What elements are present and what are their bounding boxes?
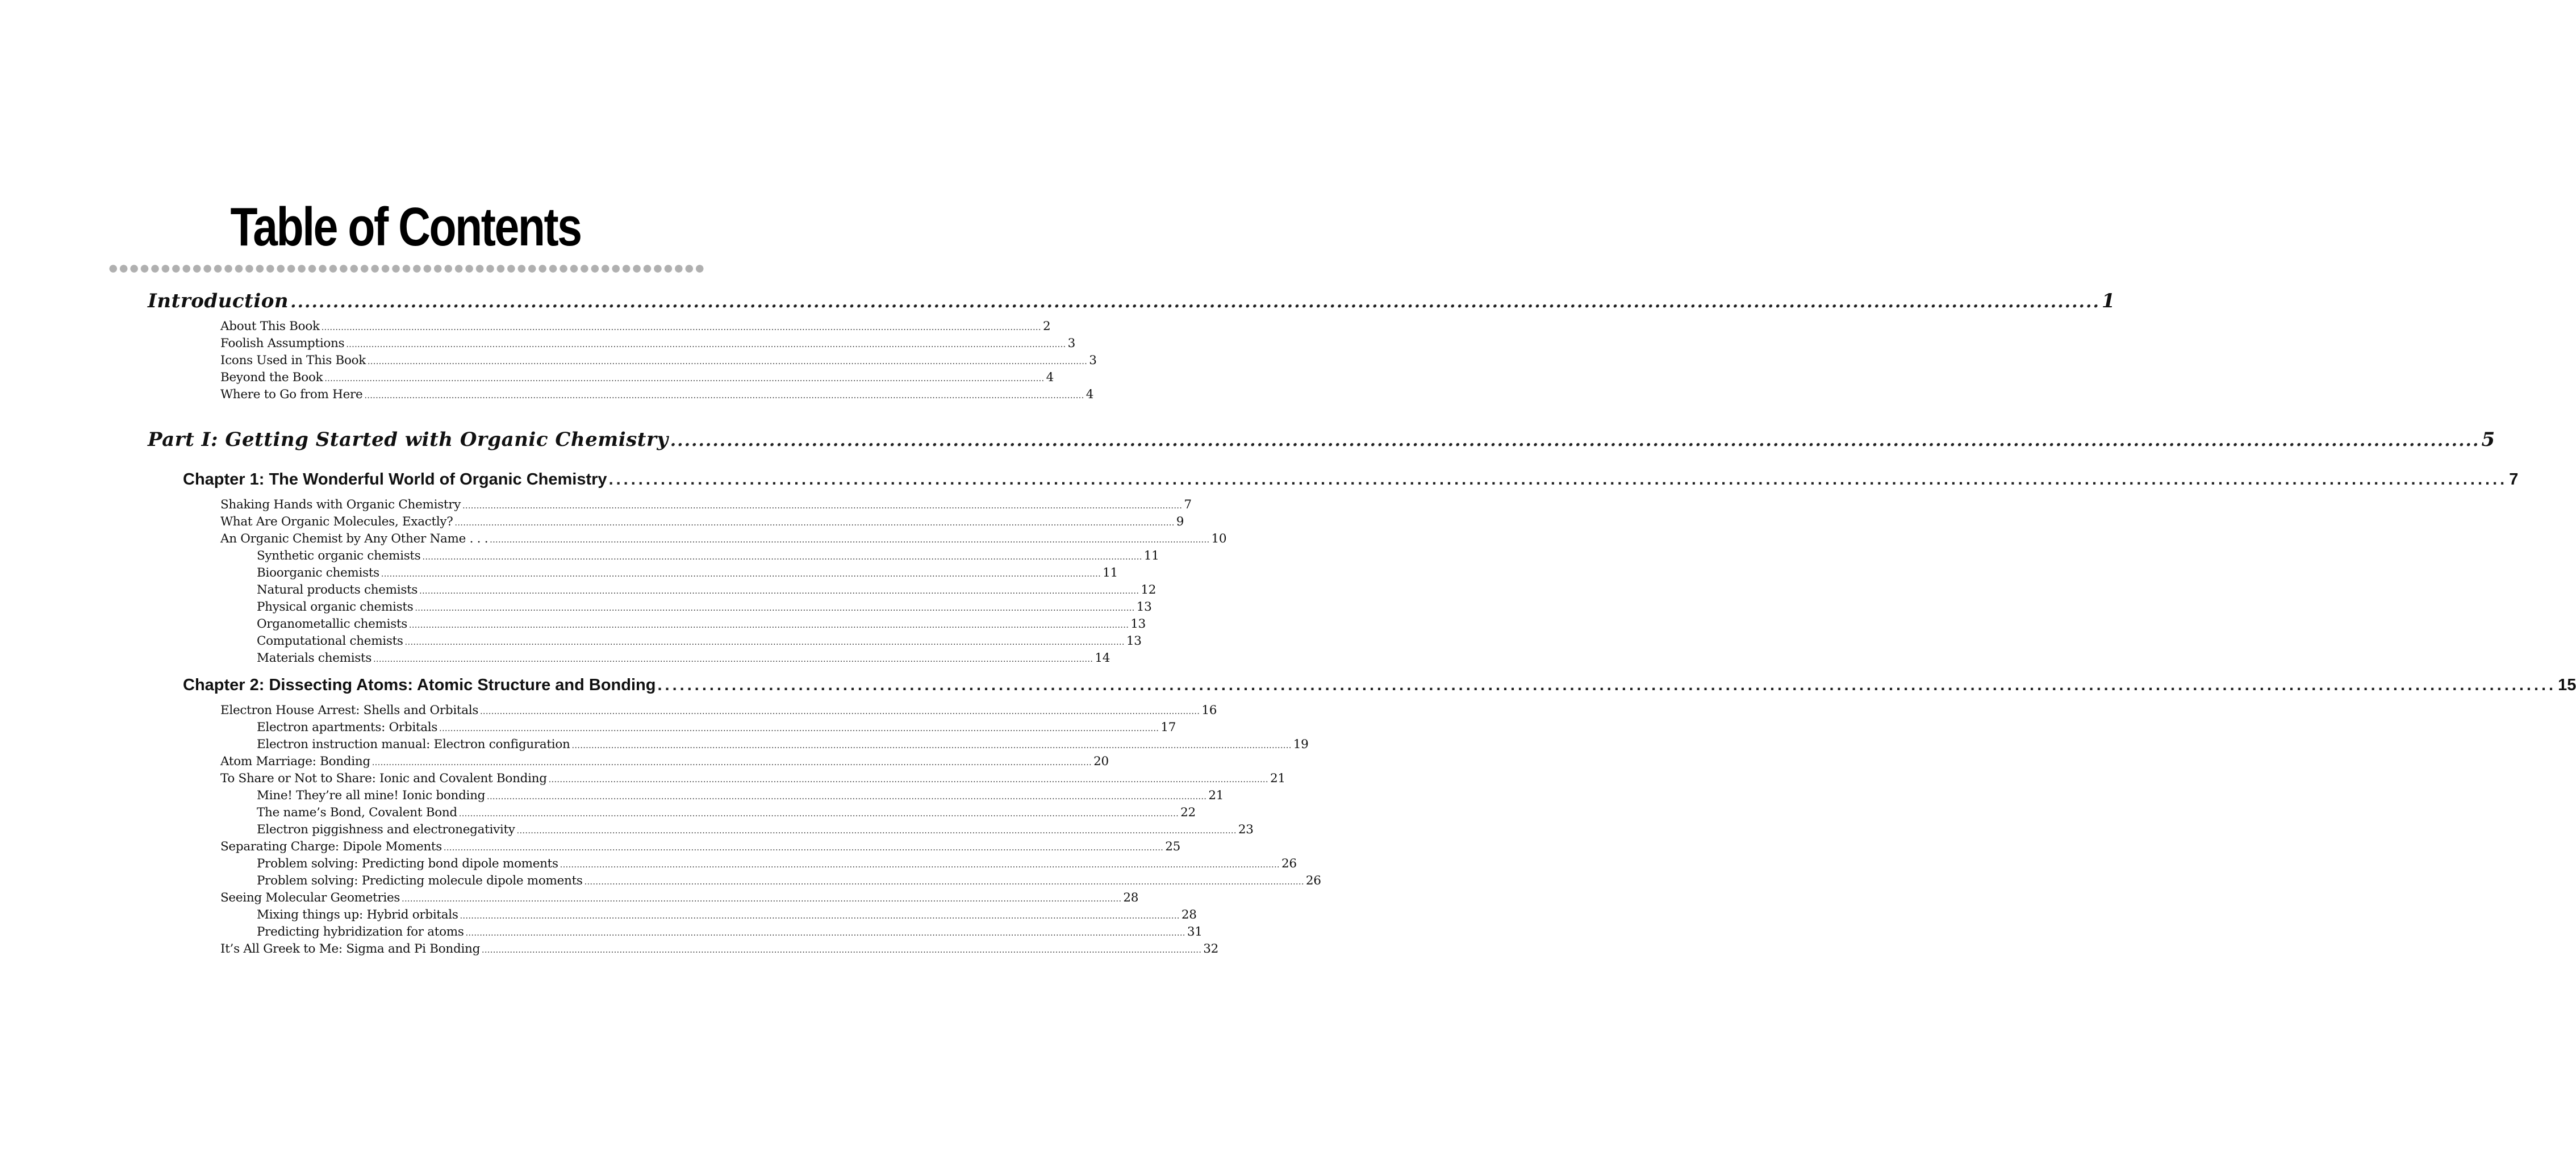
dot-leader: ................................................................................................................................................................................................................................................................ [458, 809, 1179, 819]
toc-subentry[interactable] [257, 600, 1152, 617]
toc-chapter-1-title: Chapter 1: The Wonderful World of Organic Chemistry [183, 470, 607, 489]
toc-entry[interactable] [220, 532, 1227, 549]
toc-entry[interactable] [220, 771, 1285, 788]
dot-leader: ................................................................................................................................................................................................................................................................ [584, 878, 1304, 887]
toc-entry-page: 11 [1143, 549, 1159, 563]
toc-chapter-2-page: 15 [2558, 676, 2576, 694]
toc-subentry[interactable] [257, 857, 1297, 874]
dot-leader: ................................................................................................................................................................................................................................................................ [364, 391, 1084, 400]
toc-entry-text: Mixing things up: Hybrid orbitals [257, 908, 458, 922]
dot-leader: ................................................................................................................................................................................................................................................................ [422, 553, 1142, 562]
toc-entry[interactable] [220, 319, 1051, 336]
toc-entry-text: What Are Organic Molecules, Exactly? [220, 515, 453, 529]
toc-entry[interactable] [220, 387, 1094, 404]
toc-entry-page: 13 [1130, 617, 1146, 631]
dot-leader: ................................................................................................................................................................................................................................................................ [346, 340, 1066, 349]
dot-leader: ................................................................................................................................................................................................................................................................ [462, 502, 1183, 511]
dot-leader: ................................................................................................................................................................................................................................................................ [487, 792, 1207, 802]
dot-leader: ................................................................................................................................................................................................................................................................ [444, 844, 1164, 853]
dot-leader: ................................................................................................................................................................................................................................................................ [402, 895, 1122, 904]
toc-entry-page: 23 [1238, 823, 1254, 837]
toc-subentry[interactable] [257, 549, 1159, 566]
dot-leader: ................................................................................................................................................................................................................................................................ [404, 638, 1125, 647]
toc-entry-page: 16 [1201, 703, 1217, 717]
toc-entry[interactable] [220, 942, 1219, 959]
dot-leader: ................................................................................................................................................................................................................................................................ [454, 519, 1175, 528]
toc-entry-text: Organometallic chemists [257, 617, 408, 631]
dot-leader: ................................................................................................................................................................................................................................................................ [490, 536, 1210, 545]
toc-entry-page: 9 [1176, 515, 1184, 529]
toc-subentry[interactable] [257, 720, 1176, 737]
toc-entry-text: Physical organic chemists [257, 600, 414, 614]
toc-entry-page: 3 [1067, 336, 1075, 350]
toc-entry-text: The name’s Bond, Covalent Bond [257, 805, 457, 820]
dot-leader: ................................................................................................................................................................................................................................................................ [439, 724, 1159, 733]
toc-subentry[interactable] [257, 788, 1224, 805]
toc-subentry[interactable] [257, 583, 1157, 600]
dot-leader: ................................................................................................................................................................................................................................................................ [670, 431, 2480, 450]
dot-leader: ................................................................................................................................................................................................................................................................ [460, 912, 1180, 921]
toc-introduction-page: 1 [2101, 290, 2116, 312]
toc-part-1-title: Part I: Getting Started with Organic Chemistry [148, 428, 669, 451]
dot-leader: ................................................................................................................................................................................................................................................................ [548, 775, 1268, 784]
toc-entry-page: 22 [1180, 805, 1196, 820]
toc-entry-text: Electron piggishness and electronegativity [257, 823, 515, 837]
toc-subentry[interactable] [257, 651, 1110, 668]
toc-entry-page: 21 [1270, 771, 1285, 786]
dot-leader: ................................................................................................................................................................................................................................................................ [324, 374, 1045, 383]
toc-entry-text: Problem solving: Predicting molecule dipole moments [257, 874, 583, 888]
toc-entry-text: Atom Marriage: Bonding [220, 754, 370, 769]
toc-entry-page: 11 [1103, 566, 1118, 580]
toc-entry-text: Separating Charge: Dipole Moments [220, 840, 442, 854]
toc-entry-page: 28 [1181, 908, 1197, 922]
toc-entry-page: 14 [1095, 651, 1110, 665]
toc-entry-page: 25 [1165, 840, 1181, 854]
toc-entry-page: 26 [1305, 874, 1321, 888]
toc-entry[interactable] [220, 370, 1054, 387]
toc-entry-page: 13 [1136, 600, 1152, 614]
dot-leader: ................................................................................................................................................................................................................................................................ [409, 621, 1129, 630]
toc-entry-page: 17 [1160, 720, 1176, 734]
dot-leader: ................................................................................................................................................................................................................................................................ [571, 741, 1292, 750]
toc-subentry[interactable] [257, 925, 1203, 942]
toc-subentry[interactable] [257, 617, 1146, 634]
toc-entry-text: Electron House Arrest: Shells and Orbitals [220, 703, 479, 717]
toc-entry-text: Shaking Hands with Organic Chemistry [220, 498, 461, 512]
toc-subentry[interactable] [257, 805, 1196, 823]
toc-part-1[interactable] [148, 428, 2495, 453]
toc-entry[interactable] [220, 754, 1109, 771]
toc-entry-page: 31 [1187, 925, 1203, 939]
dot-leader: ................................................................................................................................................................................................................................................................ [373, 655, 1093, 664]
toc-entry-text: About This Book [220, 319, 320, 333]
toc-entry[interactable] [220, 891, 1139, 908]
toc-entry-page: 4 [1046, 370, 1054, 385]
toc-entry[interactable] [220, 840, 1181, 857]
toc-entry-text: Foolish Assumptions [220, 336, 345, 350]
toc-chapter-2[interactable] [183, 676, 2576, 698]
toc-entry-text: Beyond the Book [220, 370, 323, 385]
toc-entry-text: To Share or Not to Share: Ionic and Covalent Bonding [220, 771, 547, 786]
dot-leader: ................................................................................................................................................................................................................................................................ [381, 570, 1101, 579]
toc-entry[interactable] [220, 515, 1184, 532]
toc-entry[interactable] [220, 498, 1192, 515]
toc-entry[interactable] [220, 353, 1097, 370]
toc-entry-page: 10 [1211, 532, 1227, 546]
toc-entry-text: An Organic Chemist by Any Other Name . . . [220, 532, 489, 546]
dot-leader: ................................................................................................................................................................................................................................................................ [480, 707, 1200, 716]
toc-part-1-page: 5 [2481, 428, 2495, 451]
toc-entry-page: 13 [1126, 634, 1142, 648]
dot-leader: ................................................................................................................................................................................................................................................................ [657, 676, 2557, 694]
dot-leader: ................................................................................................................................................................................................................................................................ [516, 827, 1237, 836]
toc-entry-text: Predicting hybridization for atoms [257, 925, 464, 939]
toc-entry-page: 2 [1042, 319, 1051, 333]
dot-leader: ................................................................................................................................................................................................................................................................ [465, 929, 1185, 938]
toc-entry-text: Seeing Molecular Geometries [220, 891, 400, 905]
toc-entry-text: Electron apartments: Orbitals [257, 720, 438, 734]
toc-chapter-1[interactable] [183, 470, 2519, 492]
dot-leader: ................................................................................................................................................................................................................................................................ [419, 587, 1139, 596]
toc-entry-page: 28 [1123, 891, 1139, 905]
toc-entry[interactable] [220, 336, 1075, 353]
toc-entry-page: 4 [1085, 387, 1094, 402]
dotted-divider [108, 264, 705, 273]
toc-chapter-1-page: 7 [2509, 470, 2519, 489]
dot-leader: ................................................................................................................................................................................................................................................................ [608, 470, 2508, 489]
dot-leader: ................................................................................................................................................................................................................................................................ [415, 604, 1135, 613]
toc-entry-text: Materials chemists [257, 651, 372, 665]
toc-introduction-title: Introduction [148, 290, 289, 312]
toc-entry-page: 12 [1141, 583, 1157, 597]
toc-subentry[interactable] [257, 737, 1309, 754]
toc-entry-text: Natural products chemists [257, 583, 418, 597]
toc-subentry[interactable] [257, 634, 1142, 651]
toc-entry-text: It’s All Greek to Me: Sigma and Pi Bonding [220, 942, 481, 956]
toc-entry-text: Synthetic organic chemists [257, 549, 421, 563]
toc-entry-text: Mine! They’re all mine! Ionic bonding [257, 788, 486, 803]
toc-entry-text: Computational chemists [257, 634, 403, 648]
page-title: Table of Contents [230, 197, 581, 257]
toc-entry-page: 26 [1281, 857, 1297, 871]
toc-entry-page: 3 [1089, 353, 1097, 368]
toc-subentry[interactable] [257, 566, 1118, 583]
toc-entry-page: 20 [1093, 754, 1109, 769]
dot-leader: ................................................................................................................................................................................................................................................................ [290, 292, 2100, 312]
toc-entry-page: 21 [1208, 788, 1224, 803]
toc-entry-page: 32 [1203, 942, 1219, 956]
dot-leader: ................................................................................................................................................................................................................................................................ [321, 323, 1041, 332]
toc-subentry[interactable] [257, 823, 1254, 840]
toc-entry-text: Icons Used in This Book [220, 353, 366, 368]
toc-entry[interactable] [220, 703, 1217, 720]
toc-entry-text: Where to Go from Here [220, 387, 363, 402]
toc-entry-page: 7 [1184, 498, 1192, 512]
toc-introduction[interactable] [148, 290, 2116, 315]
dot-leader: ................................................................................................................................................................................................................................................................ [560, 861, 1280, 870]
toc-subentry[interactable] [257, 908, 1197, 925]
dot-leader: ................................................................................................................................................................................................................................................................ [482, 946, 1202, 955]
toc-entry-text: Electron instruction manual: Electron configuration [257, 737, 570, 752]
toc-entry-page: 19 [1293, 737, 1309, 752]
toc-entry-text: Problem solving: Predicting bond dipole moments [257, 857, 558, 871]
toc-entry-text: Bioorganic chemists [257, 566, 379, 580]
toc-chapter-2-title: Chapter 2: Dissecting Atoms: Atomic Structure and Bonding [183, 676, 656, 694]
dot-leader: ................................................................................................................................................................................................................................................................ [367, 357, 1088, 366]
dot-leader: ................................................................................................................................................................................................................................................................ [371, 758, 1092, 767]
toc-subentry[interactable] [257, 874, 1321, 891]
